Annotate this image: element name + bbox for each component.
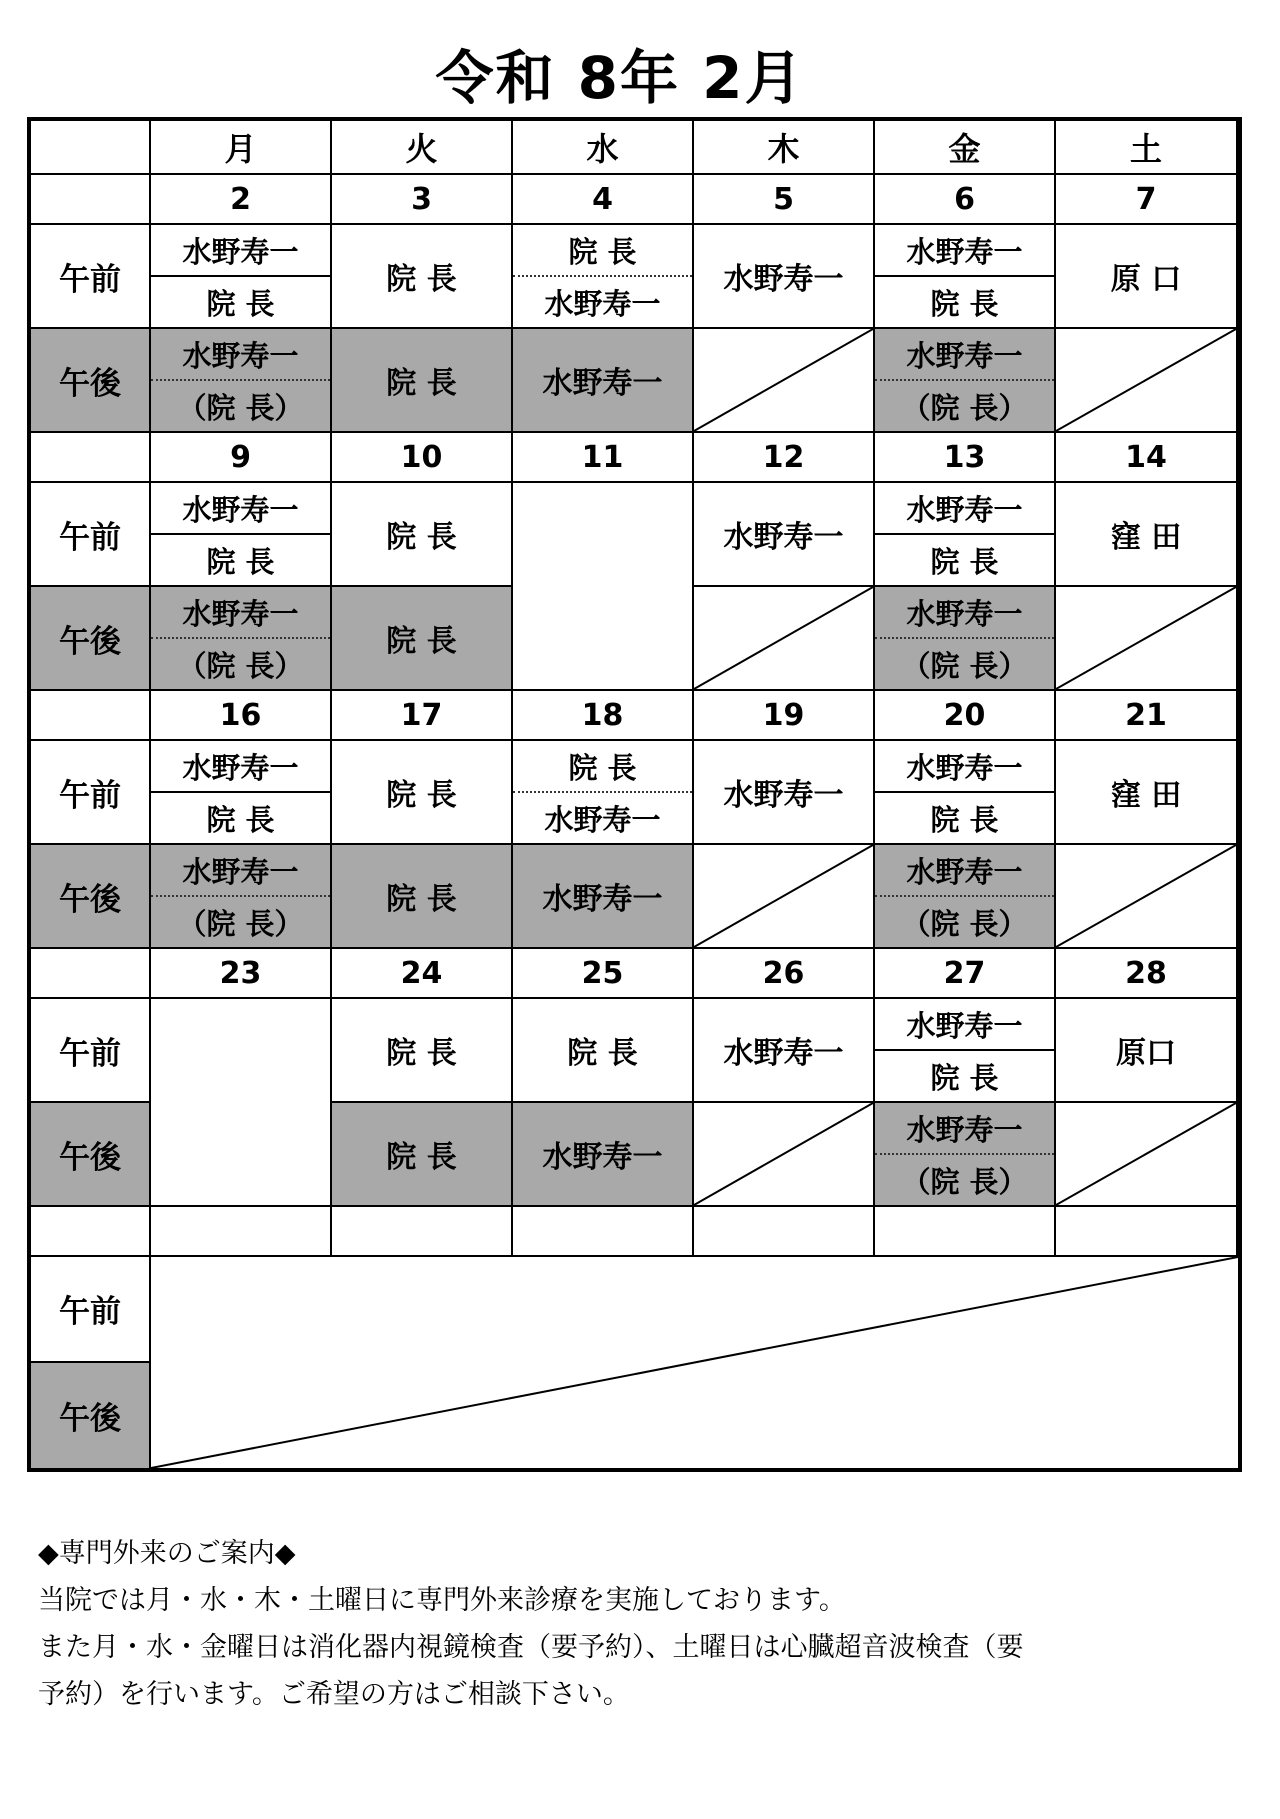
doctor-name-bottom: 院 長 xyxy=(206,544,275,579)
doctor-name-top: 水野寿一 xyxy=(151,483,330,535)
doctor-name-bottom: 院 長 xyxy=(930,286,999,321)
date-cell: 25 xyxy=(513,949,694,999)
diagonal-line xyxy=(1056,1103,1236,1205)
diagonal-line xyxy=(694,1103,873,1205)
doctor-name-top: 院 長 xyxy=(513,225,692,277)
closed-slash-cell xyxy=(694,1103,875,1207)
am-label: 午前 xyxy=(31,1257,151,1363)
doctor-cell: 原口 xyxy=(1056,999,1238,1103)
weekday-header: 土 xyxy=(1056,121,1238,175)
am-label: 午前 xyxy=(31,483,151,587)
page-title: 令和 8年 2月 xyxy=(435,44,805,112)
doctor-name-top: 院 長 xyxy=(513,741,692,793)
doctor-cell: 水野寿一 xyxy=(513,845,694,949)
doctor-name-bottom: 水野寿一 xyxy=(544,802,661,837)
pm-label: 午後 xyxy=(31,1103,151,1207)
empty-row-corner xyxy=(31,1207,151,1257)
doctor-cell: 院 長 xyxy=(332,587,513,691)
date-cell: 6 xyxy=(875,175,1056,225)
date-cell: 28 xyxy=(1056,949,1238,999)
doctor-name-bottom: 院 長 xyxy=(930,802,999,837)
header-corner xyxy=(31,121,151,175)
doctor-name-top: 水野寿一 xyxy=(875,225,1054,277)
closed-cell xyxy=(513,483,694,691)
doctor-name-top: 水野寿一 xyxy=(151,329,330,381)
diagonal-line xyxy=(694,587,873,689)
doctor-cell: 院 長 xyxy=(513,999,694,1103)
pm-label: 午後 xyxy=(31,329,151,433)
pm-label: 午後 xyxy=(31,587,151,691)
weekday-header: 月 xyxy=(151,121,332,175)
date-cell: 10 xyxy=(332,433,513,483)
doctor-name-top: 水野寿一 xyxy=(875,483,1054,535)
doctor-name-top: 水野寿一 xyxy=(151,845,330,897)
schedule-table xyxy=(27,117,1242,1472)
am-label: 午前 xyxy=(31,741,151,845)
date-cell: 4 xyxy=(513,175,694,225)
date-cell: 23 xyxy=(151,949,332,999)
doctor-name-top: 水野寿一 xyxy=(151,741,330,793)
date-cell: 17 xyxy=(332,691,513,741)
empty-cell xyxy=(513,1207,694,1257)
closed-slash-cell xyxy=(1056,329,1238,433)
doctor-cell: 水野寿一 xyxy=(694,225,875,329)
date-cell: 16 xyxy=(151,691,332,741)
blank-slash-area xyxy=(151,1257,1238,1468)
doctor-name-bottom: （院 長） xyxy=(177,906,304,941)
doctor-split-cell xyxy=(875,225,1056,329)
date-cell: 5 xyxy=(694,175,875,225)
weekday-header: 木 xyxy=(694,121,875,175)
empty-cell xyxy=(151,1207,332,1257)
notes-line: 当院では月・水・木・土曜日に専門外来診療を実施しております。 xyxy=(38,1585,846,1616)
doctor-name-bottom: （院 長） xyxy=(901,390,1028,425)
am-label: 午前 xyxy=(31,999,151,1103)
closed-slash-cell xyxy=(1056,587,1238,691)
date-cell: 13 xyxy=(875,433,1056,483)
doctor-split-cell xyxy=(151,587,332,691)
notes-heading: ◆専門外来のご案内◆ xyxy=(38,1538,296,1569)
doctor-split-cell xyxy=(875,1103,1056,1207)
doctor-name-top: 水野寿一 xyxy=(151,225,330,277)
doctor-cell: 水野寿一 xyxy=(694,999,875,1103)
closed-slash-cell xyxy=(694,845,875,949)
date-cell: 7 xyxy=(1056,175,1238,225)
doctor-name-top: 水野寿一 xyxy=(875,1103,1054,1155)
am-label: 午前 xyxy=(31,225,151,329)
doctor-split-cell xyxy=(513,741,694,845)
diagonal-line xyxy=(1056,587,1236,689)
doctor-cell: 水野寿一 xyxy=(513,329,694,433)
doctor-split-cell xyxy=(875,483,1056,587)
doctor-name-top: 水野寿一 xyxy=(875,587,1054,639)
doctor-name-bottom: 院 長 xyxy=(206,802,275,837)
date-cell: 14 xyxy=(1056,433,1238,483)
closed-slash-cell xyxy=(694,587,875,691)
date-cell: 19 xyxy=(694,691,875,741)
doctor-cell: 水野寿一 xyxy=(513,1103,694,1207)
doctor-cell: 原 口 xyxy=(1056,225,1238,329)
doctor-name-top: 水野寿一 xyxy=(875,999,1054,1051)
date-row-corner xyxy=(31,175,151,225)
weekday-header: 金 xyxy=(875,121,1056,175)
date-cell: 9 xyxy=(151,433,332,483)
doctor-name-bottom: （院 長） xyxy=(177,390,304,425)
date-row-corner xyxy=(31,691,151,741)
doctor-name-bottom: （院 長） xyxy=(901,906,1028,941)
closed-cell xyxy=(151,999,332,1207)
doctor-split-cell xyxy=(151,845,332,949)
doctor-split-cell xyxy=(151,483,332,587)
empty-cell xyxy=(875,1207,1056,1257)
date-cell: 24 xyxy=(332,949,513,999)
doctor-name-bottom: 院 長 xyxy=(930,544,999,579)
date-row-corner xyxy=(31,433,151,483)
date-cell: 21 xyxy=(1056,691,1238,741)
date-cell: 18 xyxy=(513,691,694,741)
date-cell: 27 xyxy=(875,949,1056,999)
notes-line: 予約）を行います。ご希望の方はご相談下さい。 xyxy=(38,1679,630,1710)
diagonal-line xyxy=(1056,329,1236,431)
doctor-cell: 水野寿一 xyxy=(694,483,875,587)
doctor-cell: 院 長 xyxy=(332,741,513,845)
doctor-split-cell xyxy=(875,845,1056,949)
diagonal-line xyxy=(151,1257,1238,1468)
doctor-name-bottom: （院 長） xyxy=(177,648,304,683)
doctor-name-top: 水野寿一 xyxy=(151,587,330,639)
closed-slash-cell xyxy=(694,329,875,433)
doctor-cell: 水野寿一 xyxy=(694,741,875,845)
doctor-name-bottom: （院 長） xyxy=(901,648,1028,683)
doctor-cell: 窪 田 xyxy=(1056,483,1238,587)
date-cell: 2 xyxy=(151,175,332,225)
empty-cell xyxy=(694,1207,875,1257)
weekday-header: 水 xyxy=(513,121,694,175)
pm-label: 午後 xyxy=(31,845,151,949)
pm-label: 午後 xyxy=(31,1363,151,1469)
date-cell: 26 xyxy=(694,949,875,999)
notes-line: また月・水・金曜日は消化器内視鏡検査（要予約）、土曜日は心臓超音波検査（要 xyxy=(38,1632,1024,1663)
diagonal-line xyxy=(694,845,873,947)
notes-section xyxy=(38,1530,1238,1718)
diagonal-line xyxy=(1056,845,1236,947)
doctor-split-cell xyxy=(151,329,332,433)
doctor-cell: 院 長 xyxy=(332,845,513,949)
doctor-name-top: 水野寿一 xyxy=(875,329,1054,381)
date-cell: 20 xyxy=(875,691,1056,741)
doctor-name-bottom: 院 長 xyxy=(930,1060,999,1095)
date-cell: 12 xyxy=(694,433,875,483)
doctor-cell: 院 長 xyxy=(332,1103,513,1207)
doctor-split-cell xyxy=(875,741,1056,845)
doctor-split-cell xyxy=(151,225,332,329)
doctor-cell: 院 長 xyxy=(332,329,513,433)
doctor-name-top: 水野寿一 xyxy=(875,845,1054,897)
closed-slash-cell xyxy=(1056,845,1238,949)
doctor-split-cell xyxy=(875,999,1056,1103)
date-cell: 3 xyxy=(332,175,513,225)
doctor-split-cell xyxy=(151,741,332,845)
doctor-name-bottom: （院 長） xyxy=(901,1164,1028,1199)
doctor-name-bottom: 水野寿一 xyxy=(544,286,661,321)
doctor-split-cell xyxy=(875,329,1056,433)
doctor-cell: 窪 田 xyxy=(1056,741,1238,845)
closed-slash-cell xyxy=(1056,1103,1238,1207)
doctor-cell: 院 長 xyxy=(332,999,513,1103)
date-cell: 11 xyxy=(513,433,694,483)
date-row-corner xyxy=(31,949,151,999)
doctor-cell: 院 長 xyxy=(332,225,513,329)
doctor-name-top: 水野寿一 xyxy=(875,741,1054,793)
diagonal-line xyxy=(694,329,873,431)
empty-cell xyxy=(332,1207,513,1257)
weekday-header: 火 xyxy=(332,121,513,175)
doctor-name-bottom: 院 長 xyxy=(206,286,275,321)
doctor-split-cell xyxy=(513,225,694,329)
doctor-cell: 院 長 xyxy=(332,483,513,587)
empty-cell xyxy=(1056,1207,1238,1257)
doctor-split-cell xyxy=(875,587,1056,691)
